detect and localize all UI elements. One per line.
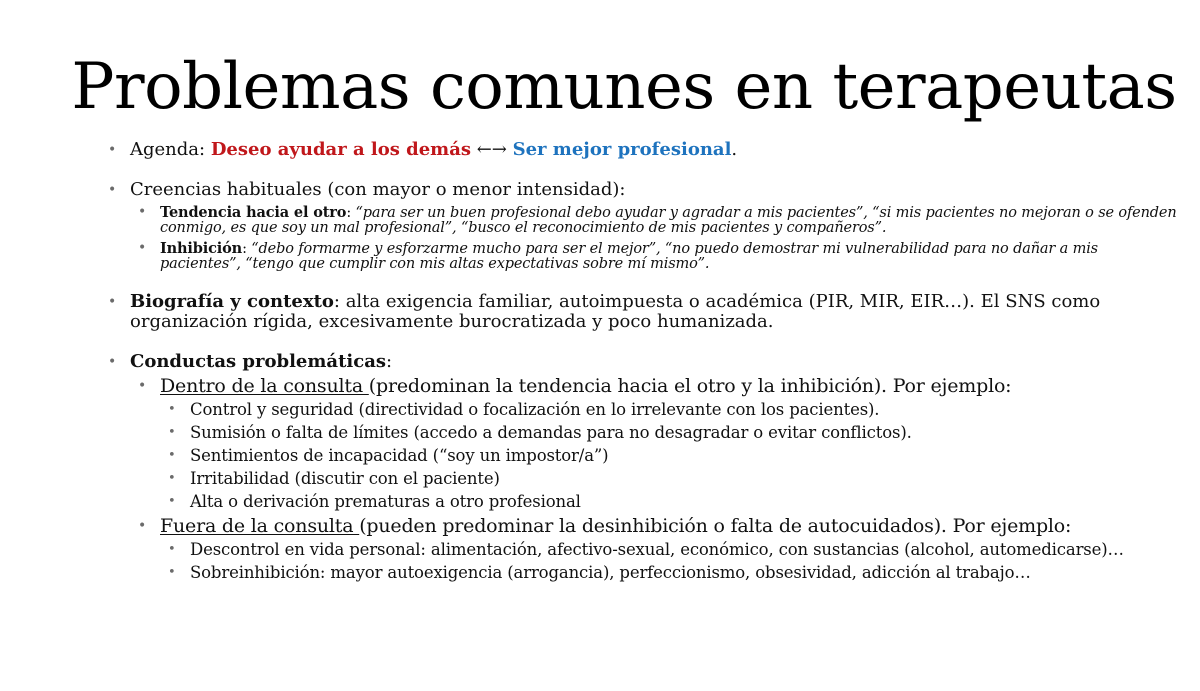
list-item [108, 540, 1178, 560]
dentro-item [108, 375, 1178, 397]
inhibicion-item [108, 241, 1178, 272]
bullet-icon: • [138, 240, 147, 256]
bullet-icon: • [168, 425, 176, 440]
bullet-icon: • [168, 542, 176, 557]
bullet-icon: • [108, 182, 117, 198]
bullet-icon: • [138, 204, 147, 220]
list-item [108, 446, 1178, 466]
conductas-label: Conductas problemáticas [130, 351, 386, 372]
list-item [108, 492, 1178, 512]
agenda-item [108, 140, 1178, 160]
bullet-icon: • [138, 378, 147, 394]
agenda-red-text: Deseo ayudar a los demás [210, 139, 471, 160]
dentro-label: Dentro de la consulta [160, 375, 369, 397]
inhibicion-label: Inhibición [160, 240, 243, 257]
list-item [108, 400, 1178, 420]
inhibicion-colon: : [242, 241, 252, 257]
dentro-text: (predominan la tendencia hacia el otro y la inhibición). Por ejemplo: [368, 375, 1012, 397]
list-item-text: Irritabilidad (discutir con el paciente) [190, 469, 500, 488]
list-item-text: Alta o derivación prematuras a otro profesional [190, 492, 581, 511]
bullet-icon: • [168, 448, 176, 463]
inhibicion-text: “debo formarme y esforzarme mucho para ser el mejor”, “no puedo demostrar mi vulnerabilidad para no dañar a mis pacientes”, “tengo que cumplir con mis altas expectativas sobre mí mismo”. [160, 241, 1098, 272]
biografia-text: : alta exigencia familiar, autoimpuesta o académica (PIR, MIR, EIR…). El SNS como organización rígida, excesivamente burocratizada y poco humanizada. [130, 291, 1101, 332]
fuera-text: (pueden predominar la desinhibición o falta de autocuidados). Por ejemplo: [359, 515, 1072, 537]
list-item-text: Sumisión o falta de límites (accedo a demandas para no desagradar o evitar conflictos). [190, 423, 912, 442]
bullet-icon: • [108, 354, 117, 370]
agenda-end: . [731, 139, 738, 160]
slide-title: Problemas comunes en terapeutas [71, 50, 1177, 124]
conductas-colon: : [386, 351, 393, 372]
tendencia-colon: : [346, 205, 356, 221]
list-item-text: Sentimientos de incapacidad (“soy un impostor/a”) [190, 446, 609, 465]
bullet-icon: • [168, 471, 176, 486]
fuera-item [108, 515, 1178, 537]
tendencia-text: “para ser un buen profesional debo ayudar y agradar a mis pacientes”, “si mis pacientes no mejoran o se ofenden conmigo, es que soy un mal profesional”, “busco el reconocimiento de mis pacientes y compañeros”. [160, 205, 1177, 236]
bullet-icon: • [168, 494, 176, 509]
list-item-text: Descontrol en vida personal: alimentación, afectivo-sexual, económico, con sustancias (alcohol, automedicarse)… [190, 540, 1124, 559]
biografia-item [108, 292, 1178, 332]
creencias-item [108, 180, 1178, 200]
list-item [108, 563, 1178, 583]
list-item-text: Sobreinhibición: mayor autoexigencia (arrogancia), perfeccionismo, obsesividad, adicción al trabajo… [190, 563, 1031, 582]
list-item [108, 423, 1178, 443]
bullet-icon: • [168, 402, 176, 417]
biografia-label: Biografía y contexto [130, 291, 334, 312]
creencias-heading: Creencias habituales (con mayor o menor intensidad): [130, 179, 626, 200]
agenda-label: Agenda: [130, 139, 211, 160]
conductas-item [108, 352, 1178, 372]
bullet-icon: • [138, 518, 147, 534]
bullet-list [108, 140, 1178, 583]
double-arrow-icon: ←→ [471, 139, 513, 160]
fuera-label: Fuera de la consulta [160, 515, 360, 537]
bullet-icon: • [108, 142, 117, 158]
tendencia-label: Tendencia hacia el otro [160, 204, 347, 221]
agenda-blue-text: Ser mejor profesional [512, 139, 732, 160]
list-item-text: Control y seguridad (directividad o focalización en lo irrelevante con los pacientes). [190, 400, 880, 419]
tendencia-item [108, 205, 1178, 236]
list-item [108, 469, 1178, 489]
bullet-icon: • [108, 294, 117, 310]
bullet-icon: • [168, 565, 176, 580]
